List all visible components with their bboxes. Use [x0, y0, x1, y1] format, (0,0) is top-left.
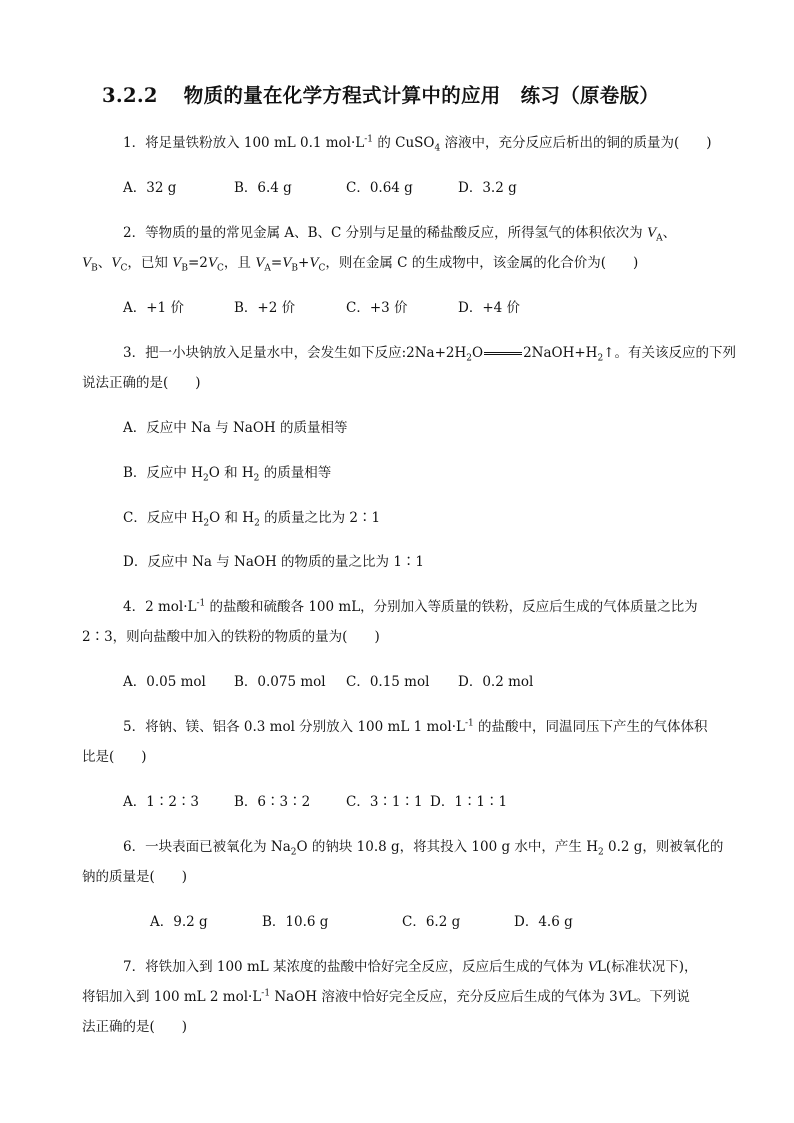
q1-option-c: C．0.64 g [346, 180, 413, 196]
section-number: 3.2.2 [102, 84, 158, 107]
q1-option-d: D．3.2 g [458, 180, 517, 196]
q5-option-d: D．1∶1∶1 [430, 794, 508, 810]
q6-option-a: A．9.2 g [150, 914, 208, 930]
q3-option-b: B．反应中 $H_2O$ 和 $H_2$ 的质量相等 [123, 465, 332, 484]
q6-option-b: B．10.6 g [262, 914, 329, 930]
q3-option-a: A．反应中 Na 与 NaOH 的质量相等 [123, 420, 348, 436]
question-7-stem-line3: 法正确的是( ) [82, 1019, 188, 1035]
question-6-stem-line2: 钠的质量是( ) [82, 869, 188, 885]
q4-option-a: A．0.05 mol [123, 674, 206, 690]
q6-option-d: D．4.6 g [514, 914, 573, 930]
q5-option-b: B．6∶3∶2 [234, 794, 311, 810]
question-4-stem-line2: 2∶3，则向盐酸中加入的铁粉的物质的量为( ) [82, 629, 380, 645]
question-1-stem: 1．将足量铁粉放入 100 mL 0.1 $mol\cdot L^{-1}$ 的 CuSO$_4$ 溶液中，充分反应后析出的铜的质量为( ) [123, 134, 712, 154]
q2-option-c: C．+3 价 [346, 300, 408, 316]
q2-option-b: B．+2 价 [234, 300, 296, 316]
question-7-stem-line2: 将铝加入到 100 mL 2 $mol\cdot L^{-1}$ NaOH 溶液中恰好完全反应，充分反应后生成的气体为 3VL。下列说 [82, 988, 690, 1005]
question-4-stem-line1: 4．2 $mol\cdot L^{-1}$ 的盐酸和硫酸各 100 mL，分别加入等质量的铁粉，反应后生成的气体质量之比为 [123, 598, 698, 615]
title-text: 物质的量在化学方程式计算中的应用 [183, 84, 501, 107]
page-title [102, 80, 742, 108]
q4-option-c: C．0.15 mol [346, 674, 430, 690]
question-6-stem-line1: 6．一块表面已被氧化为 $Na_2O$ 的钠块 10.8 g，将其投入 100 g 水中，产生 $H_2$ 0.2 g，则被氧化的 [123, 839, 724, 858]
question-2-stem-line2: $V_B$、$V_C$，已知 $V_B=2V_C$，且 $V_A=V_B+V_C$，则在金属 C 的生成物中，该金属的化合价为( ) [82, 255, 639, 274]
reaction-equals-sign [484, 352, 522, 355]
q1-option-b: B．6.4 g [234, 180, 292, 196]
q3-option-c: C．反应中 $H_2O$ 和 $H_2$ 的质量之比为 2∶1 [123, 510, 381, 529]
q6-option-c: C．6.2 g [402, 914, 461, 930]
q2-option-a: A．+1 价 [123, 300, 184, 316]
question-5-stem-line2: 比是( ) [82, 749, 147, 765]
question-3-stem-line2: 说法正确的是( ) [82, 375, 201, 391]
q5-option-c: C．3∶1∶1 [346, 794, 423, 810]
q4-option-b: B．0.075 mol [234, 674, 326, 690]
question-5-stem-line1: 5．将钠、镁、铝各 0.3 mol 分别放入 100 mL 1 $mol\cdot L^{-1}$ 的盐酸中，同温同压下产生的气体体积 [123, 718, 708, 735]
q4-option-d: D．0.2 mol [458, 674, 534, 690]
q2-option-d: D．+4 价 [458, 300, 521, 316]
question-2-stem-line1: 2．等物质的量的常见金属 A、B、C 分别与足量的稀盐酸反应，所得氢气的体积依次为 $V_A$、 [123, 225, 677, 244]
question-3-stem-line1: 3．把一小块钠放入足量水中，会发生如下反应$:2Na+2H_2O$ $2NaOH+H_2↑$。有关该反应的下列 [123, 345, 737, 364]
title-suffix: 练习（原卷版） [520, 84, 660, 107]
q3-option-d: D．反应中 Na 与 NaOH 的物质的量之比为 1∶1 [123, 554, 425, 570]
q5-option-a: A．1∶2∶3 [123, 794, 200, 810]
question-7-stem-line1: 7．将铁加入到 100 mL 某浓度的盐酸中恰好完全反应，反应后生成的气体为 VL(标准状况下)， [123, 959, 698, 975]
q1-option-a: A．32 g [123, 180, 177, 196]
